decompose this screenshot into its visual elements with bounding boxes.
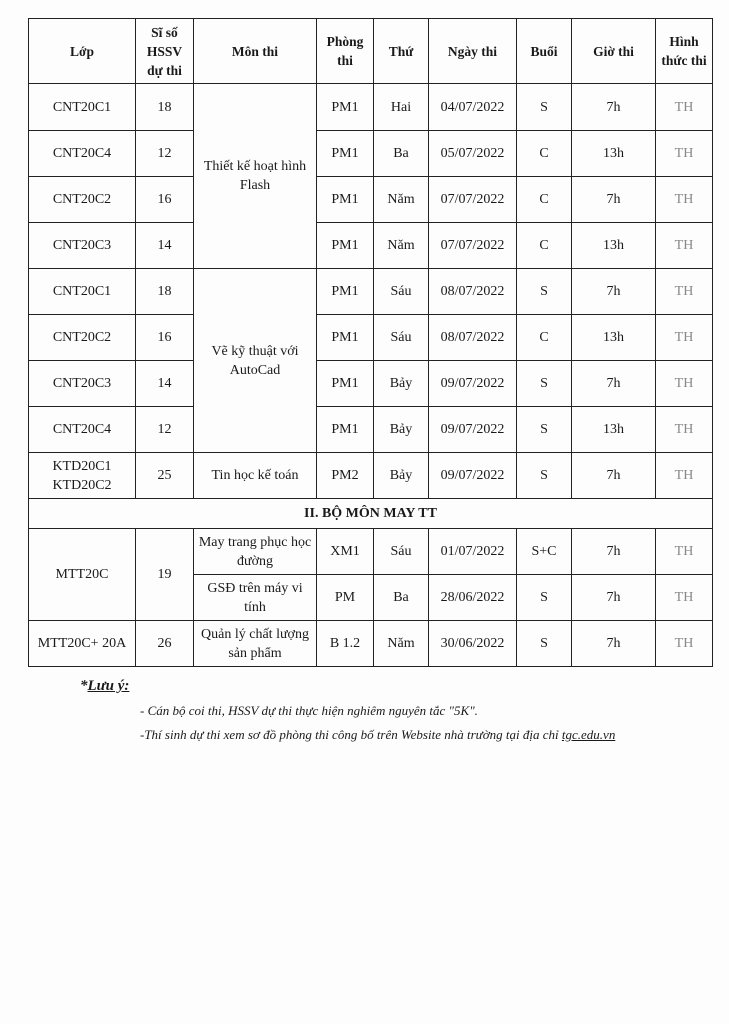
cell-gio: 7h: [572, 84, 656, 131]
cell-lop: CNT20C4: [29, 407, 136, 453]
cell-thu: Năm: [374, 177, 429, 223]
cell-si-so: 14: [136, 223, 194, 269]
note-line-1: - Cán bộ coi thi, HSSV dự thi thực hiện nghiêm nguyên tắc "5K".: [140, 703, 478, 718]
table-row: [29, 621, 713, 667]
cell-thu: Sáu: [374, 269, 429, 315]
cell-hinh-thuc: TH: [656, 621, 713, 667]
cell-si-so: 12: [136, 131, 194, 177]
note-line-2: [140, 723, 615, 747]
cell-lop: CNT20C1: [29, 84, 136, 131]
cell-lop-line2: KTD20C2: [52, 477, 112, 493]
cell-thu: Sáu: [374, 529, 429, 575]
header-ngay-thi: Ngày thi: [429, 19, 517, 84]
cell-gio: 7h: [572, 269, 656, 315]
table-row: [29, 361, 713, 407]
cell-lop: CNT20C4: [29, 131, 136, 177]
cell-si-so: 16: [136, 315, 194, 361]
table-row: [29, 269, 713, 315]
table-row: [29, 131, 713, 177]
header-si-so: Sĩ số HSSV dự thi: [136, 19, 194, 84]
cell-ngay: 09/07/2022: [429, 453, 517, 499]
cell-buoi: S: [517, 453, 572, 499]
cell-mon-thi: GSĐ trên máy vi tính: [194, 575, 317, 621]
notes-section: [80, 678, 615, 747]
exam-schedule-table: [28, 18, 713, 667]
header-lop: Lớp: [29, 19, 136, 84]
cell-gio: 13h: [572, 407, 656, 453]
header-row: [29, 19, 713, 84]
cell-si-so: 25: [136, 453, 194, 499]
cell-ngay: 07/07/2022: [429, 223, 517, 269]
cell-buoi: C: [517, 315, 572, 361]
table-row: [29, 315, 713, 361]
cell-phong: PM2: [317, 453, 374, 499]
cell-thu: Ba: [374, 575, 429, 621]
cell-si-so: 16: [136, 177, 194, 223]
cell-hinh-thuc: TH: [656, 453, 713, 499]
table-row: [29, 84, 713, 131]
table-row: [29, 529, 713, 575]
cell-hinh-thuc: TH: [656, 84, 713, 131]
cell-buoi: C: [517, 177, 572, 223]
notes-title-text: Lưu ý:: [87, 678, 130, 694]
cell-buoi: S: [517, 407, 572, 453]
cell-ngay: 09/07/2022: [429, 407, 517, 453]
cell-hinh-thuc: TH: [656, 407, 713, 453]
cell-si-so: 18: [136, 84, 194, 131]
cell-buoi: C: [517, 223, 572, 269]
cell-thu: Năm: [374, 621, 429, 667]
header-phong-thi: Phòng thi: [317, 19, 374, 84]
cell-lop: CNT20C3: [29, 361, 136, 407]
table-row: [29, 223, 713, 269]
cell-buoi: S: [517, 84, 572, 131]
table-row: [29, 453, 713, 499]
header-thu: Thứ: [374, 19, 429, 84]
cell-gio: 7h: [572, 575, 656, 621]
cell-gio: 13h: [572, 223, 656, 269]
cell-thu: Bảy: [374, 361, 429, 407]
cell-ngay: 08/07/2022: [429, 315, 517, 361]
cell-phong: PM1: [317, 223, 374, 269]
cell-phong: PM1: [317, 315, 374, 361]
cell-hinh-thuc: TH: [656, 269, 713, 315]
cell-gio: 13h: [572, 131, 656, 177]
cell-si-so: 12: [136, 407, 194, 453]
cell-si-so: 26: [136, 621, 194, 667]
cell-ngay: 04/07/2022: [429, 84, 517, 131]
header-mon-thi: Môn thi: [194, 19, 317, 84]
cell-hinh-thuc: TH: [656, 529, 713, 575]
cell-phong: PM1: [317, 361, 374, 407]
cell-buoi: S: [517, 361, 572, 407]
cell-gio: 7h: [572, 529, 656, 575]
cell-si-so: 19: [136, 529, 194, 621]
cell-thu: Bảy: [374, 407, 429, 453]
header-buoi: Buổi: [517, 19, 572, 84]
cell-thu: Bảy: [374, 453, 429, 499]
cell-thu: Năm: [374, 223, 429, 269]
cell-si-so: 18: [136, 269, 194, 315]
table-row: [29, 177, 713, 223]
cell-thu: Hai: [374, 84, 429, 131]
table-row: [29, 407, 713, 453]
cell-si-so: 14: [136, 361, 194, 407]
cell-phong: PM1: [317, 84, 374, 131]
cell-phong: XM1: [317, 529, 374, 575]
cell-lop: [29, 453, 136, 499]
cell-mon-thi: Vẽ kỹ thuật với AutoCad: [194, 269, 317, 453]
cell-mon-thi: May trang phục học đường: [194, 529, 317, 575]
cell-phong: PM1: [317, 407, 374, 453]
section-title: II. BỘ MÔN MAY TT: [29, 499, 713, 529]
cell-thu: Ba: [374, 131, 429, 177]
cell-lop: CNT20C3: [29, 223, 136, 269]
cell-mon-thi: Quản lý chất lượng sản phẩm: [194, 621, 317, 667]
notes-star: *: [80, 678, 88, 694]
cell-hinh-thuc: TH: [656, 223, 713, 269]
cell-hinh-thuc: TH: [656, 315, 713, 361]
cell-buoi: S: [517, 575, 572, 621]
cell-gio: 13h: [572, 315, 656, 361]
cell-ngay: 07/07/2022: [429, 177, 517, 223]
cell-gio: 7h: [572, 361, 656, 407]
cell-lop: CNT20C1: [29, 269, 136, 315]
cell-lop: MTT20C: [29, 529, 136, 621]
cell-ngay: 28/06/2022: [429, 575, 517, 621]
cell-phong: PM1: [317, 269, 374, 315]
header-hinh-thuc: Hình thức thi: [656, 19, 713, 84]
cell-phong: B 1.2: [317, 621, 374, 667]
cell-lop-line1: KTD20C1: [52, 458, 112, 474]
cell-buoi: S+C: [517, 529, 572, 575]
cell-ngay: 09/07/2022: [429, 361, 517, 407]
cell-buoi: S: [517, 269, 572, 315]
cell-gio: 7h: [572, 453, 656, 499]
cell-phong: PM: [317, 575, 374, 621]
notes-title: [80, 678, 615, 695]
cell-hinh-thuc: TH: [656, 131, 713, 177]
cell-ngay: 05/07/2022: [429, 131, 517, 177]
cell-hinh-thuc: TH: [656, 177, 713, 223]
cell-buoi: C: [517, 131, 572, 177]
cell-hinh-thuc: TH: [656, 575, 713, 621]
cell-mon-thi: Thiết kế hoạt hình Flash: [194, 84, 317, 269]
note-line-2-text: -Thí sinh dự thi xem sơ đồ phòng thi công bố trên Website nhà trường tại địa chỉ: [140, 727, 559, 742]
cell-lop: CNT20C2: [29, 315, 136, 361]
cell-ngay: 30/06/2022: [429, 621, 517, 667]
cell-ngay: 08/07/2022: [429, 269, 517, 315]
cell-phong: PM1: [317, 177, 374, 223]
cell-buoi: S: [517, 621, 572, 667]
website-link[interactable]: tgc.edu.vn: [561, 727, 616, 742]
cell-gio: 7h: [572, 621, 656, 667]
cell-lop: MTT20C+ 20A: [29, 621, 136, 667]
cell-mon-thi: Tin học kế toán: [194, 453, 317, 499]
section-row: [29, 499, 713, 529]
cell-lop: CNT20C2: [29, 177, 136, 223]
cell-phong: PM1: [317, 131, 374, 177]
cell-gio: 7h: [572, 177, 656, 223]
cell-ngay: 01/07/2022: [429, 529, 517, 575]
cell-hinh-thuc: TH: [656, 361, 713, 407]
header-gio-thi: Giờ thi: [572, 19, 656, 84]
cell-thu: Sáu: [374, 315, 429, 361]
